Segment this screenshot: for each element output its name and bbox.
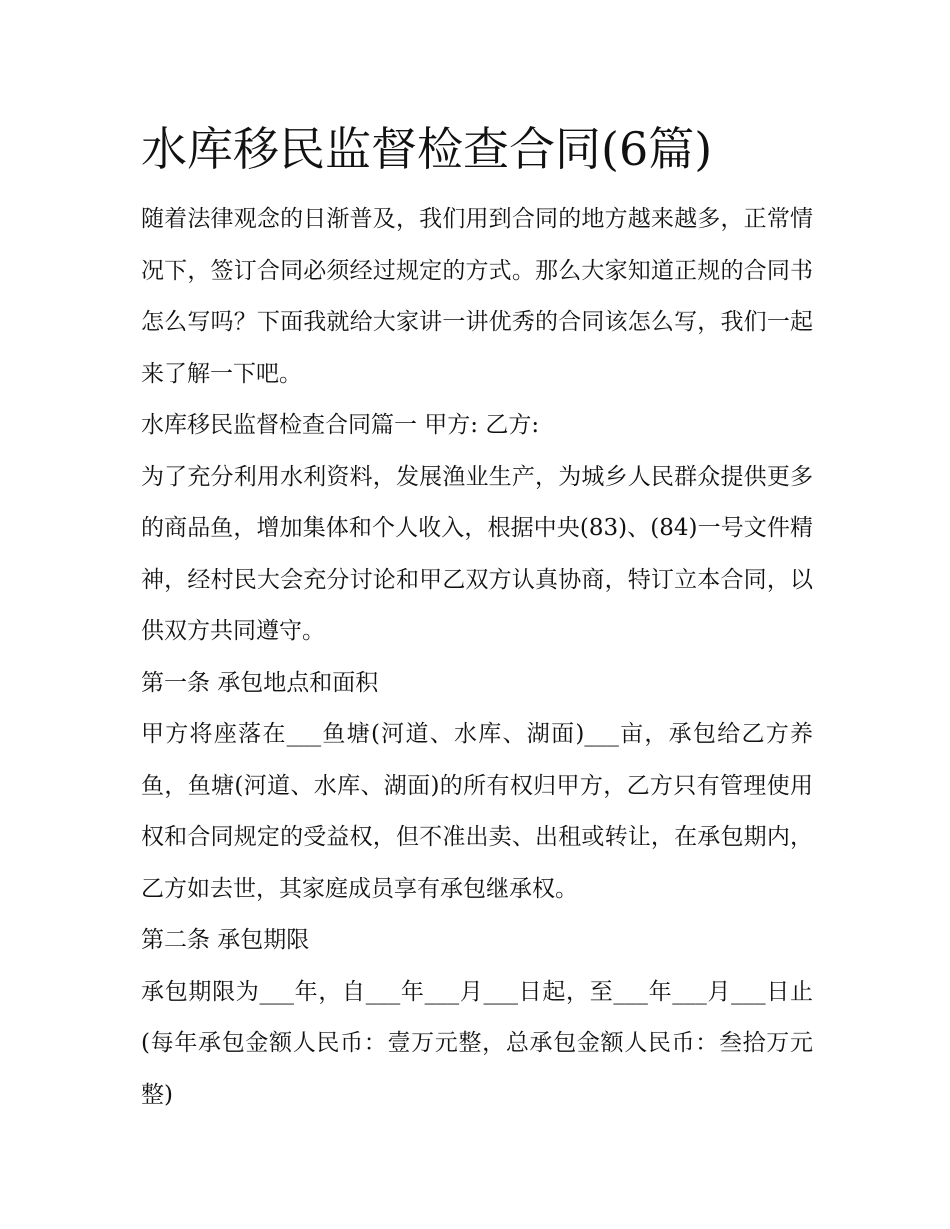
document-page (141, 118, 813, 1121)
document-title: 水库移民监督检查合同(6篇) (141, 122, 713, 176)
contract-heading-parties: 水库移民监督检查合同篇一 甲方: 乙方: (141, 412, 540, 438)
intro-paragraph: 随着法律观念的日渐普及，我们用到合同的地方越来越多，正常情况下，签订合同必须经过规定的方式。那么大家知道正规的合同书怎么写吗？下面我就给大家讲一讲优秀的合同该怎么写，我们一起来了解一下吧。 (141, 206, 813, 387)
article-1-heading: 第一条 承包地点和面积 (141, 669, 379, 696)
preamble-paragraph: 为了充分利用水利资料，发展渔业生产，为城乡人民群众提供更多的商品鱼，增加集体和个人收入，根据中央(83)、(84)一号文件精神，经村民大会充分讨论和甲乙双方认真协商，特订立本合同，以供双方共同遵守。 (141, 463, 813, 644)
article-2-body: 承包期限为___年，自___年___月___日起，至___年___月___日止(每年承包金额人民币：壹万元整，总承包金额人民币：叁拾万元整) (141, 978, 813, 1108)
article-2-heading: 第二条 承包期限 (141, 927, 310, 953)
article-1-body: 甲方将座落在___鱼塘(河道、水库、湖面)___亩，承包给乙方养鱼，鱼塘(河道、水库、湖面)的所有权归甲方，乙方只有管理使用权和合同规定的受益权，但不准出卖、出租或转让，在承包期内，乙方如去世，其家庭成员享有承包继承权。 (141, 721, 813, 902)
